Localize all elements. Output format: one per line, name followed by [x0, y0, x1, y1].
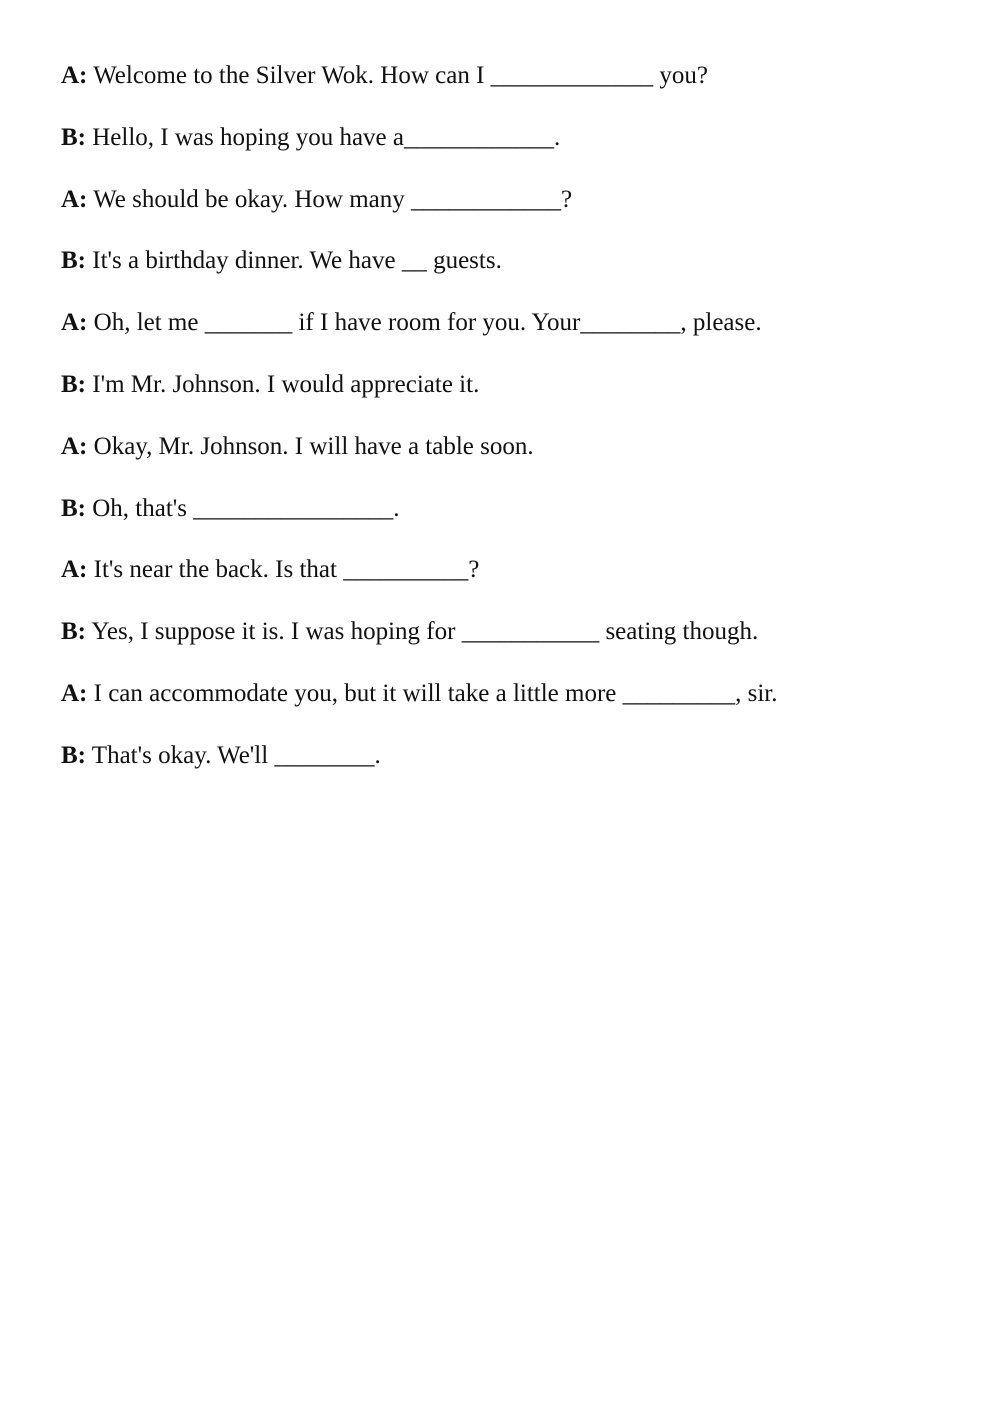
speaker-label: A:	[61, 679, 88, 707]
dialogue-line	[61, 429, 961, 491]
dialogue-text: Oh, let me _______ if I have room for you. Your________, please.	[87, 309, 762, 337]
dialogue-text: We should be okay. How many ____________?	[87, 185, 573, 213]
dialogue-text: I can accommodate you, but it will take a little more _________, sir.	[87, 679, 778, 707]
speaker-label: A:	[61, 62, 88, 89]
dialogue-text: Hello, I was hoping you have a____________.	[86, 123, 561, 151]
speaker-label: B:	[61, 741, 86, 769]
speaker-label: A:	[61, 432, 88, 460]
speaker-label: A:	[61, 309, 88, 337]
dialogue-line	[61, 738, 961, 800]
dialogue-line	[61, 367, 961, 429]
dialogue-line	[61, 243, 961, 305]
dialogue-worksheet	[61, 58, 961, 800]
dialogue-line	[61, 614, 961, 676]
speaker-label: B:	[61, 247, 86, 275]
speaker-label: A:	[61, 556, 88, 584]
dialogue-line	[61, 491, 961, 553]
speaker-label: A:	[61, 185, 88, 213]
dialogue-text: It's a birthday dinner. We have __ guests.	[86, 247, 502, 275]
speaker-label: B:	[61, 494, 86, 522]
speaker-label: B:	[61, 370, 86, 398]
dialogue-text: Oh, that's ________________.	[86, 494, 400, 522]
dialogue-text: I'm Mr. Johnson. I would appreciate it.	[86, 370, 480, 398]
dialogue-line	[61, 182, 961, 244]
dialogue-line	[61, 676, 961, 738]
dialogue-text: Yes, I suppose it is. I was hoping for ___________ seating though.	[86, 618, 759, 646]
dialogue-line	[61, 58, 961, 120]
dialogue-line	[61, 305, 961, 367]
speaker-label: B:	[61, 618, 86, 646]
dialogue-text: It's near the back. Is that __________?	[87, 556, 480, 584]
speaker-label: B:	[61, 123, 86, 151]
dialogue-text: Welcome to the Silver Wok. How can I _____________ you?	[87, 62, 709, 89]
dialogue-line	[61, 120, 961, 182]
dialogue-text: That's okay. We'll ________.	[86, 741, 381, 769]
dialogue-line	[61, 552, 961, 614]
dialogue-text: Okay, Mr. Johnson. I will have a table soon.	[87, 432, 534, 460]
